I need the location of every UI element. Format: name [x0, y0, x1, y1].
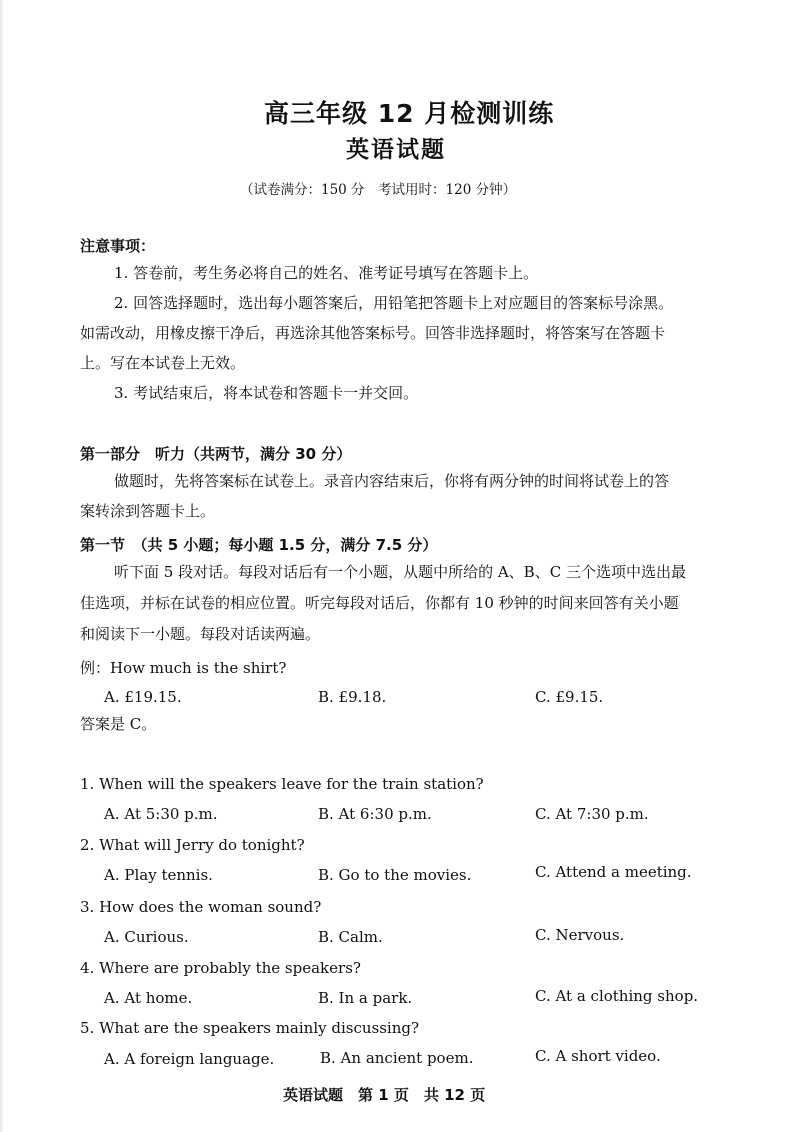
notice-item-1: 1. 答卷前，考生务必将自己的姓名、准考证号填写在答题卡上。 — [114, 264, 539, 282]
question-5-option-a: A. A foreign language. — [104, 1050, 275, 1068]
section1-intro-line-3: 和阅读下一小题。每段对话读两遍。 — [80, 625, 321, 643]
question-2-option-a: A. Play tennis. — [104, 866, 213, 884]
notice-item-2-line-2: 如需改动，用橡皮擦干净后，再选涂其他答案标号。回答非选择题时，将答案写在答题卡 — [80, 324, 666, 342]
page-footer: 英语试题 第 1 页 共 12 页 — [283, 1086, 486, 1104]
question-3-option-c: C. Nervous. — [535, 926, 625, 944]
notice-item-2-line-1: 2. 回答选择题时，选出每小题答案后，用铅笔把答题卡上对应题目的答案标号涂黑。 — [114, 294, 674, 312]
question-3: 3. How does the woman sound? — [80, 898, 322, 916]
page-title: 高三年级 12 月检测训练 — [264, 99, 555, 128]
scan-edge — [0, 0, 4, 1132]
example-question: 例：How much is the shirt? — [80, 659, 287, 677]
question-1: 1. When will the speakers leave for the train station? — [80, 775, 484, 793]
question-4: 4. Where are probably the speakers? — [80, 959, 361, 977]
example-option-a: A. £19.15. — [104, 688, 182, 706]
example-option-c: C. £9.15. — [535, 688, 604, 706]
question-1-option-b: B. At 6:30 p.m. — [318, 805, 432, 823]
example-answer: 答案是 C。 — [80, 715, 157, 733]
question-3-option-a: A. Curious. — [104, 928, 189, 946]
notice-item-3: 3. 考试结束后，将本试卷和答题卡一并交回。 — [114, 384, 419, 402]
section1-intro-line-1: 听下面 5 段对话。每段对话后有一个小题，从题中所给的 A、B、C 三个选项中选出最 — [114, 563, 686, 581]
question-5-option-b: B. An ancient poem. — [320, 1049, 474, 1067]
question-2-option-b: B. Go to the movies. — [318, 866, 472, 884]
example-option-b: B. £9.18. — [318, 688, 387, 706]
part1-heading: 第一部分 听力（共两节，满分 30 分） — [80, 445, 352, 463]
question-2: 2. What will Jerry do tonight? — [80, 836, 305, 854]
question-4-option-a: A. At home. — [104, 989, 193, 1007]
question-5-option-c: C. A short video. — [535, 1047, 661, 1065]
question-1-option-a: A. At 5:30 p.m. — [104, 805, 218, 823]
part1-intro-line-1: 做题时，先将答案标在试卷上。录音内容结束后，你将有两分钟的时间将试卷上的答 — [114, 472, 670, 490]
question-4-option-c: C. At a clothing shop. — [535, 987, 699, 1005]
section1-heading: 第一节 （共 5 小题；每小题 1.5 分，满分 7.5 分） — [80, 536, 438, 554]
question-4-option-b: B. In a park. — [318, 989, 413, 1007]
notice-item-2-line-3: 上。写在本试卷上无效。 — [80, 354, 246, 372]
part1-intro-line-2: 案转涂到答题卡上。 — [80, 502, 216, 520]
question-2-option-c: C. Attend a meeting. — [535, 863, 692, 881]
exam-meta: （试卷满分：150 分 考试用时：120 分钟） — [240, 182, 517, 198]
page-subtitle: 英语试题 — [346, 137, 446, 163]
question-3-option-b: B. Calm. — [318, 928, 383, 946]
question-1-option-c: C. At 7:30 p.m. — [535, 805, 649, 823]
question-5: 5. What are the speakers mainly discussing? — [80, 1019, 420, 1037]
notice-heading: 注意事项： — [80, 237, 156, 255]
section1-intro-line-2: 佳选项，并标在试卷的相应位置。听完每段对话后，你都有 10 秒钟的时间来回答有关小题 — [80, 594, 679, 612]
